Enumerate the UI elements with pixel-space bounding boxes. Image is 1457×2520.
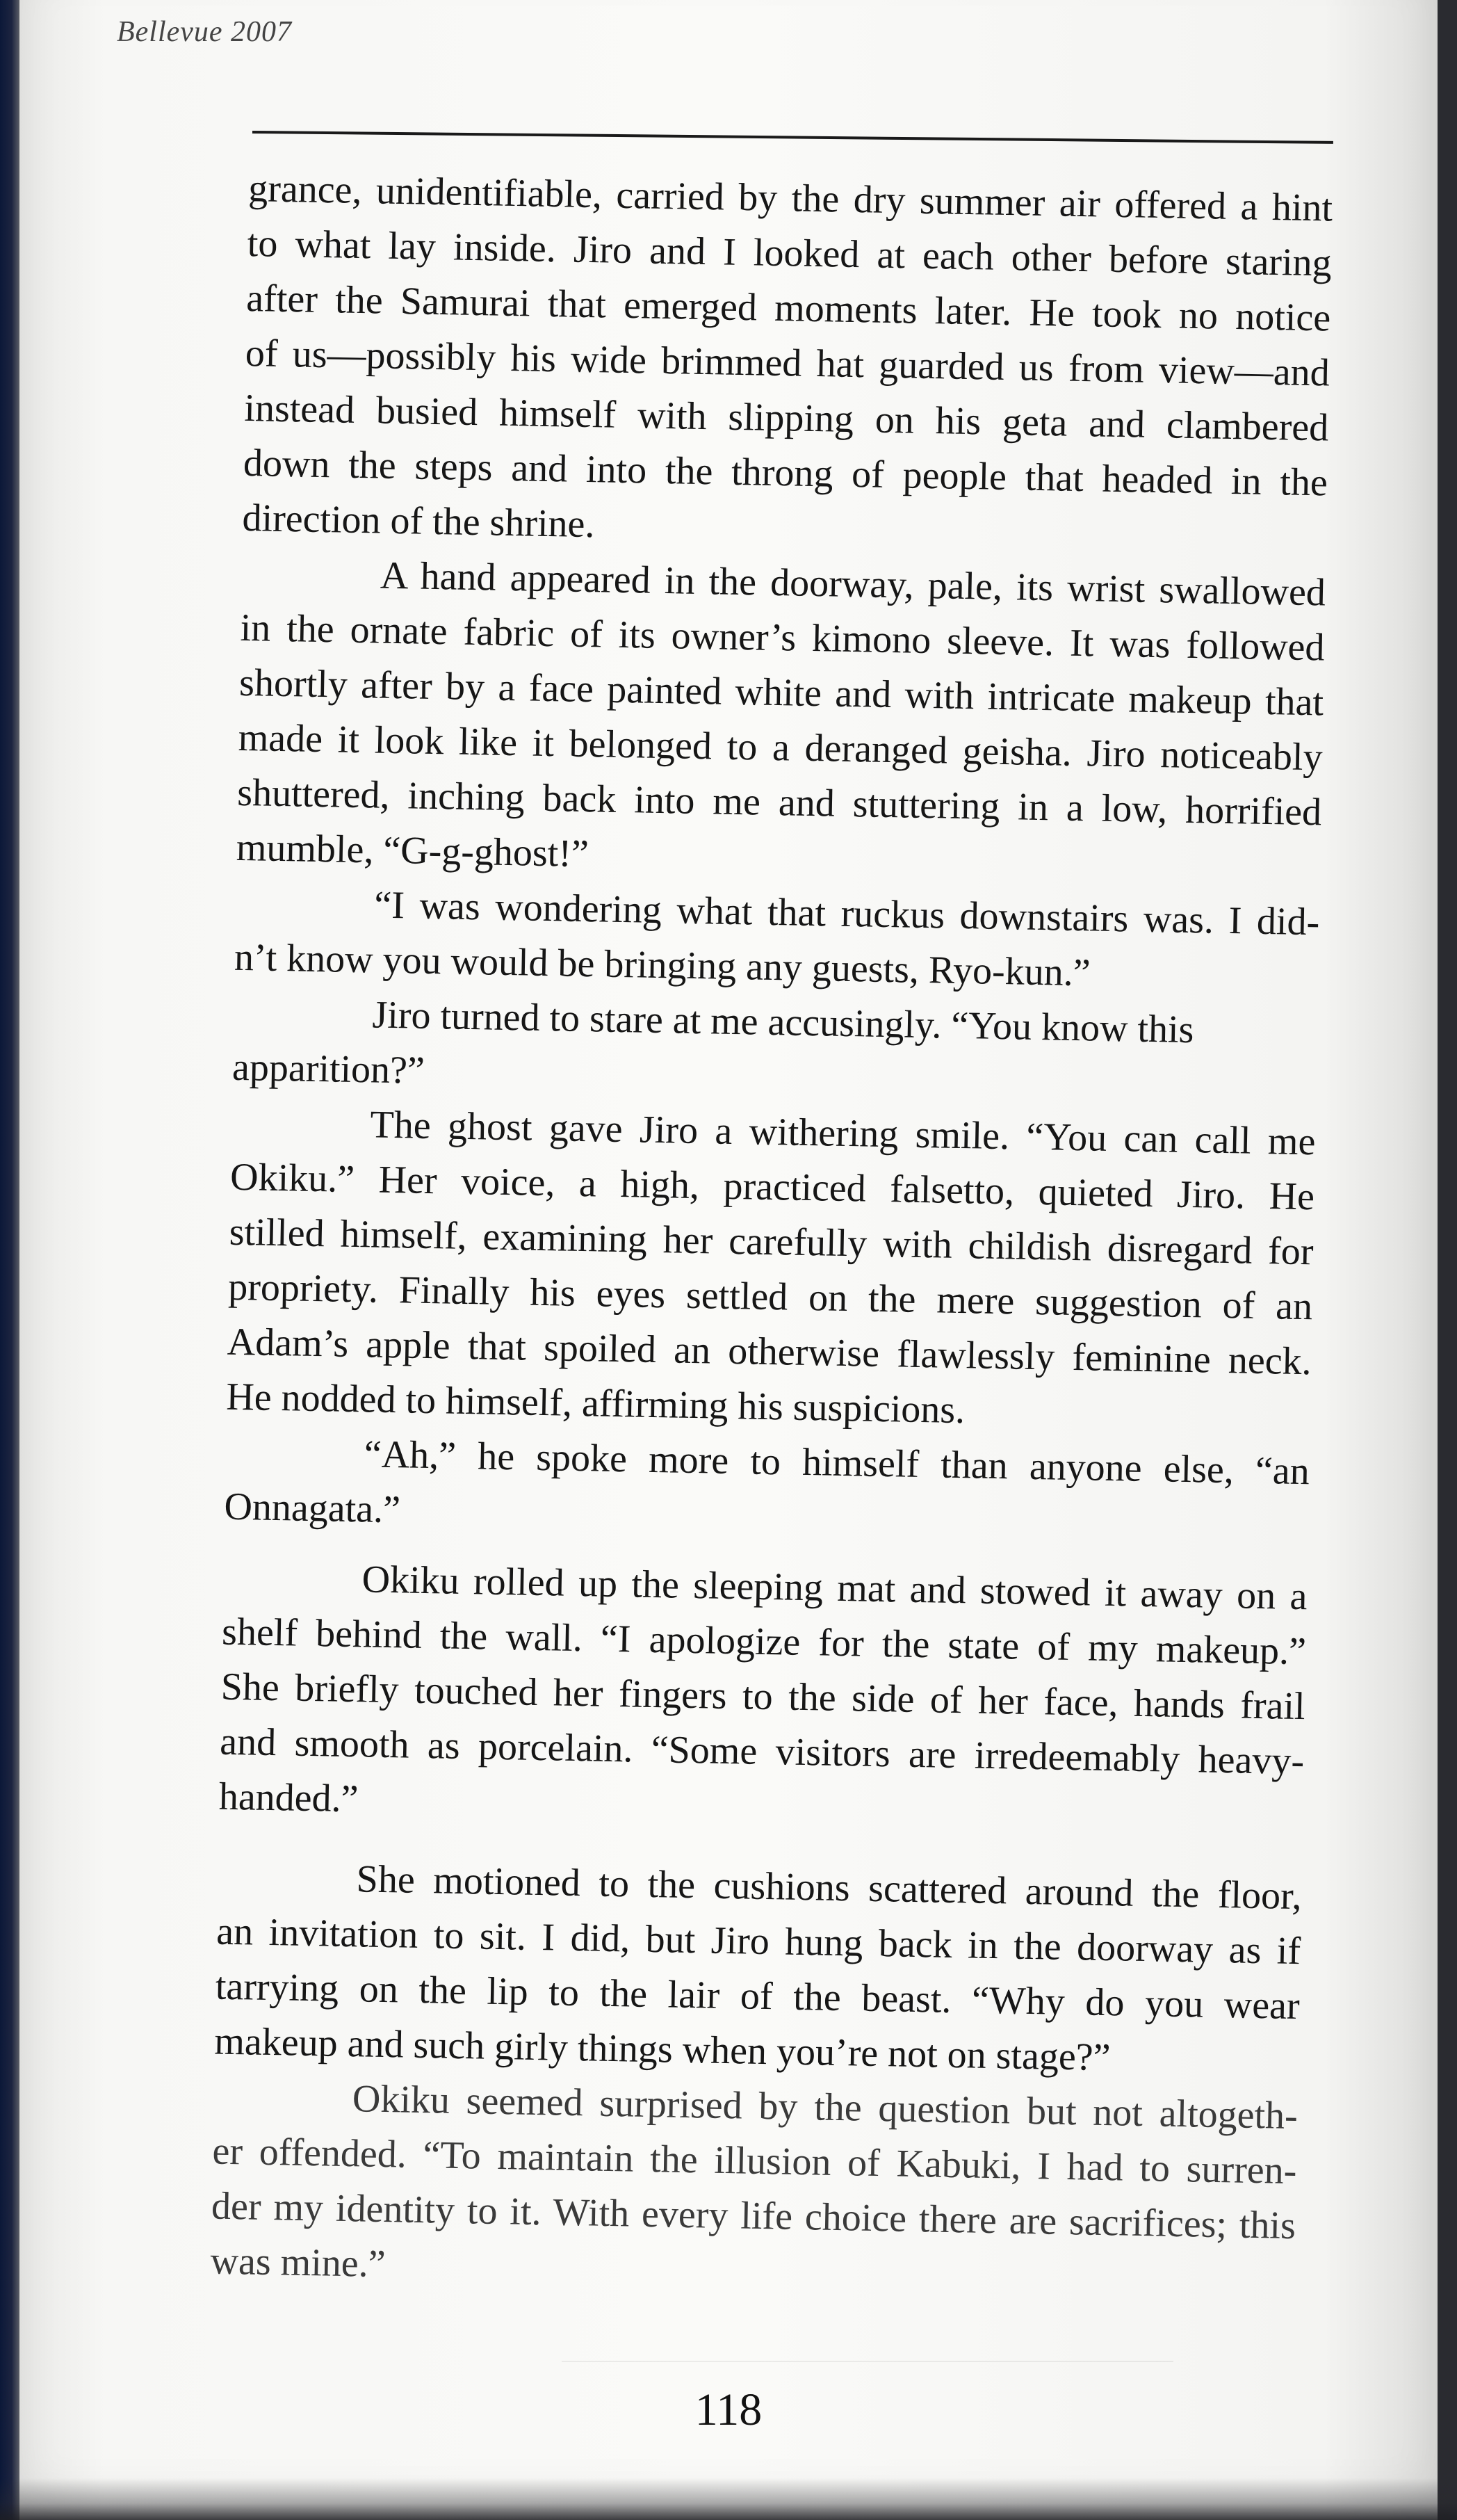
text-line: shortly after by a face painted white and with intricate makeup that — [238, 661, 1324, 725]
text-line: made it look like it belonged to a deranged geisha. Jiro noticeably — [238, 716, 1324, 780]
text-line: makeup and such girly things when you’re not on stage?” — [213, 2019, 1112, 2080]
footer-rule — [562, 2361, 1173, 2362]
text-line: grance, unidentifiable, carried by the dry summer air offered a hint — [247, 166, 1333, 230]
text-line: der my identity to it. With every life choice there are sacrifices; this — [211, 2184, 1296, 2248]
book-page — [19, 0, 1438, 2520]
text-line: er offended. “To maintain the illusion of Kabuki, I had to surren- — [211, 2129, 1297, 2193]
page-number: 118 — [694, 2384, 763, 2435]
text-line: Jiro turned to stare at me accusingly. “You know this — [371, 993, 1194, 1052]
text-line: Onnagata.” — [223, 1485, 401, 1532]
text-line: an invitation to sit. I did, but Jiro hung back in the doorway as if — [215, 1909, 1301, 1973]
left-page-edge — [0, 0, 19, 2520]
text-line: direction of the shrine. — [242, 496, 596, 547]
text-line: “Ah,” he spoke more to himself than anyone else, “an — [364, 1432, 1310, 1494]
text-line: apparition?” — [231, 1045, 425, 1092]
text-line: and smooth as porcelain. “Some visitors are irredeemably heavy- — [219, 1720, 1305, 1784]
bottom-page-shadow — [0, 2478, 1457, 2520]
text-line: She briefly touched her fingers to the side of her face, hands frail — [220, 1665, 1306, 1729]
text-line: The ghost gave Jiro a withering smile. “You can call me — [370, 1103, 1316, 1164]
text-line: to what lay inside. Jiro and I looked at each other before staring — [247, 221, 1333, 285]
text-line: Okiku seemed surprised by the question but not altogeth- — [352, 2077, 1299, 2138]
text-line: shelf behind the wall. “I apologize for the state of my makeup.” — [221, 1610, 1307, 1674]
text-line: down the steps and into the throng of people that headed in the — [243, 441, 1328, 505]
text-line: in the ornate fabric of its owner’s kimono sleeve. It was followed — [240, 606, 1326, 670]
text-line: A hand appeared in the doorway, pale, its wrist swallowed — [380, 554, 1326, 615]
text-line: of us—possibly his wide brimmed hat guarded us from view—and — [245, 331, 1330, 395]
text-line: Adam’s apple that spoiled an otherwise flawlessly feminine neck. — [227, 1320, 1312, 1384]
body-text — [210, 161, 1333, 2309]
text-line: “I was wondering what that ruckus downstairs was. I did- — [373, 883, 1320, 944]
text-line: instead busied himself with slipping on his geta and clambered — [243, 386, 1329, 450]
text-line: Okiku rolled up the sleeping mat and stowed it away on a — [361, 1558, 1308, 1619]
text-line: tarrying on the lip to the lair of the beast. “Why do you wear — [215, 1964, 1301, 2028]
text-line: mumble, “G-g-ghost!” — [236, 825, 589, 876]
header-rule — [252, 131, 1333, 144]
text-line: shuttered, inching back into me and stuttering in a low, horrified — [236, 770, 1322, 834]
text-line: Okiku.” Her voice, a high, practiced falsetto, quieted Jiro. He — [229, 1155, 1315, 1219]
text-line: propriety. Finally his eyes settled on the mere suggestion of an — [227, 1265, 1313, 1329]
text-line: stilled himself, examining her carefully with childish disregard for — [229, 1210, 1314, 1274]
text-line: He nodded to himself, affirming his suspicions. — [225, 1375, 966, 1432]
text-line: She motioned to the cushions scattered around the floor, — [356, 1857, 1303, 1919]
text-line: n’t know you would be bringing any guests, Ryo-kun.” — [234, 935, 1091, 995]
running-head: Bellevue 2007 — [117, 16, 293, 48]
text-line: handed.” — [218, 1775, 359, 1821]
text-line: was mine.” — [210, 2239, 386, 2286]
text-line: after the Samurai that emerged moments later. He took no notice — [245, 276, 1331, 340]
